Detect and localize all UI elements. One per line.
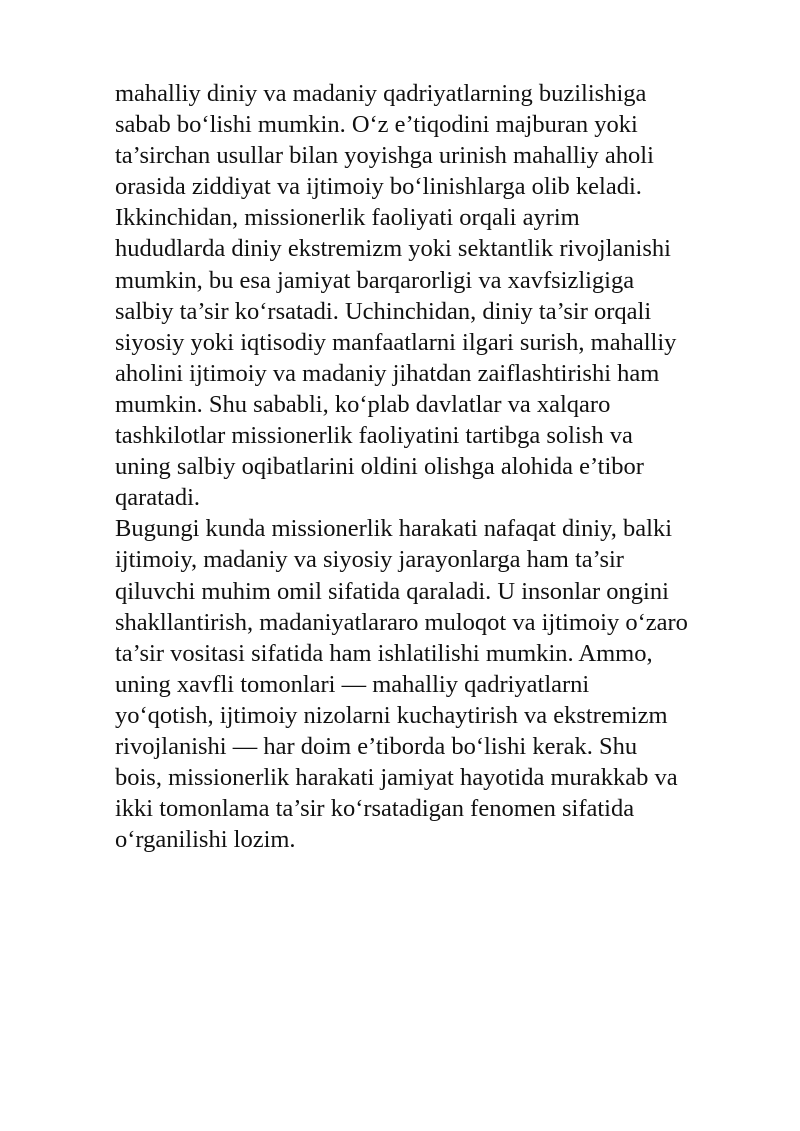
text-line: uning xavfli tomonlari — mahalliy qadriyatlarni: [115, 670, 590, 698]
text-line: mahalliy diniy va madaniy qadriyatlarning buzilishiga: [115, 80, 647, 107]
text-line: rivojlanishi — har doim e’tiborda bo‘lishi kerak. Shu: [115, 732, 638, 760]
text-line: yo‘qotish, ijtimoiy nizolarni kuchaytirish va ekstremizm: [115, 701, 668, 729]
text-line: ta’sir vositasi sifatida ham ishlatilishi mumkin. Ammo,: [115, 639, 653, 667]
text-line: tashkilotlar missionerlik faoliyatini tartibga solish va: [115, 422, 633, 450]
text-line: Bugungi kunda missionerlik harakati nafaqat diniy, balki: [115, 515, 673, 543]
text-line: ijtimoiy, madaniy va siyosiy jarayonlarga ham ta’sir: [115, 546, 624, 574]
text-line: o‘rganilishi lozim.: [115, 826, 296, 854]
text-line: bois, missionerlik harakati jamiyat hayotida murakkab va: [115, 764, 678, 792]
text-line: qaratadi.: [115, 484, 201, 512]
text-line: Ikkinchidan, missionerlik faoliyati orqali ayrim: [115, 204, 580, 232]
text-line: siyosiy yoki iqtisodiy manfaatlarni ilgari surish, mahalliy: [115, 328, 677, 356]
paragraph-2: [115, 513, 765, 855]
text-line: hududlarda diniy ekstremizm yoki sektantlik rivojlanishi: [115, 235, 671, 263]
text-line: ikki tomonlama ta’sir ko‘rsatadigan fenomen sifatida: [115, 795, 635, 823]
text-line: shakllantirish, madaniyatlararo muloqot va ijtimoiy o‘zaro: [115, 608, 688, 636]
document-body: [115, 78, 765, 855]
text-line: qiluvchi muhim omil sifatida qaraladi. U insonlar ongini: [115, 577, 669, 605]
text-line: sabab bo‘lishi mumkin. O‘z e’tiqodini majburan yoki: [115, 111, 638, 139]
text-line: uning salbiy oqibatlarini oldini olishga alohida e’tibor: [115, 453, 644, 481]
text-line: mumkin. Shu sababli, ko‘plab davlatlar va xalqaro: [115, 390, 611, 418]
text-line: mumkin, bu esa jamiyat barqarorligi va xavfsizligiga: [115, 266, 635, 294]
paragraph-1: [115, 78, 765, 513]
text-line: orasida ziddiyat va ijtimoiy bo‘linishlarga olib keladi.: [115, 173, 642, 201]
text-line: aholini ijtimoiy va madaniy jihatdan zaiflashtirishi ham: [115, 359, 660, 387]
text-line: ta’sirchan usullar bilan yoyishga urinish mahalliy aholi: [115, 142, 654, 170]
text-line: salbiy ta’sir ko‘rsatadi. Uchinchidan, diniy ta’sir orqali: [115, 297, 652, 325]
